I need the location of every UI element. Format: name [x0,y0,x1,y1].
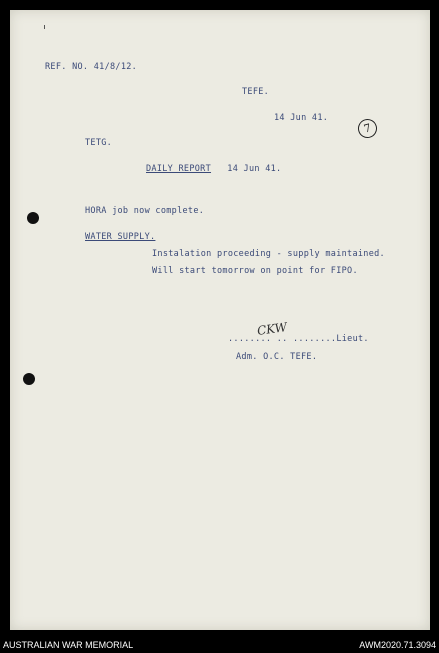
report-title-date: 14 Jun 41. [227,164,282,174]
water-supply-heading: WATER SUPPLY. [85,232,156,242]
footer-institution: AUSTRALIAN WAR MEMORIAL [3,640,134,650]
sender-unit: TEFE. [242,87,270,97]
folio-number: 7 [356,117,379,140]
report-date: 14 Jun 41. [274,113,329,123]
signature-line: ........ .. ........Lieut. [228,334,369,344]
document-page [10,10,430,630]
water-supply-line-1: Instalation proceeding - supply maintained. [152,249,385,259]
item-hora: HORA job now complete. [85,206,205,216]
page-mark [44,25,45,29]
handwritten-signature: CKW [256,319,288,339]
addressee: TETG. [85,138,113,148]
report-title: DAILY REPORT [146,164,212,174]
water-supply-line-2: Will start tomorrow on point for FIPO. [152,266,358,276]
report-title-line [146,164,281,174]
signatory-title: Adm. O.C. TEFE. [236,352,318,362]
punch-hole [27,212,39,224]
reference-number: REF. NO. 41/8/12. [45,62,138,72]
footer-accession-number: AWM2020.71.3094 [359,640,436,650]
punch-hole [23,373,35,385]
